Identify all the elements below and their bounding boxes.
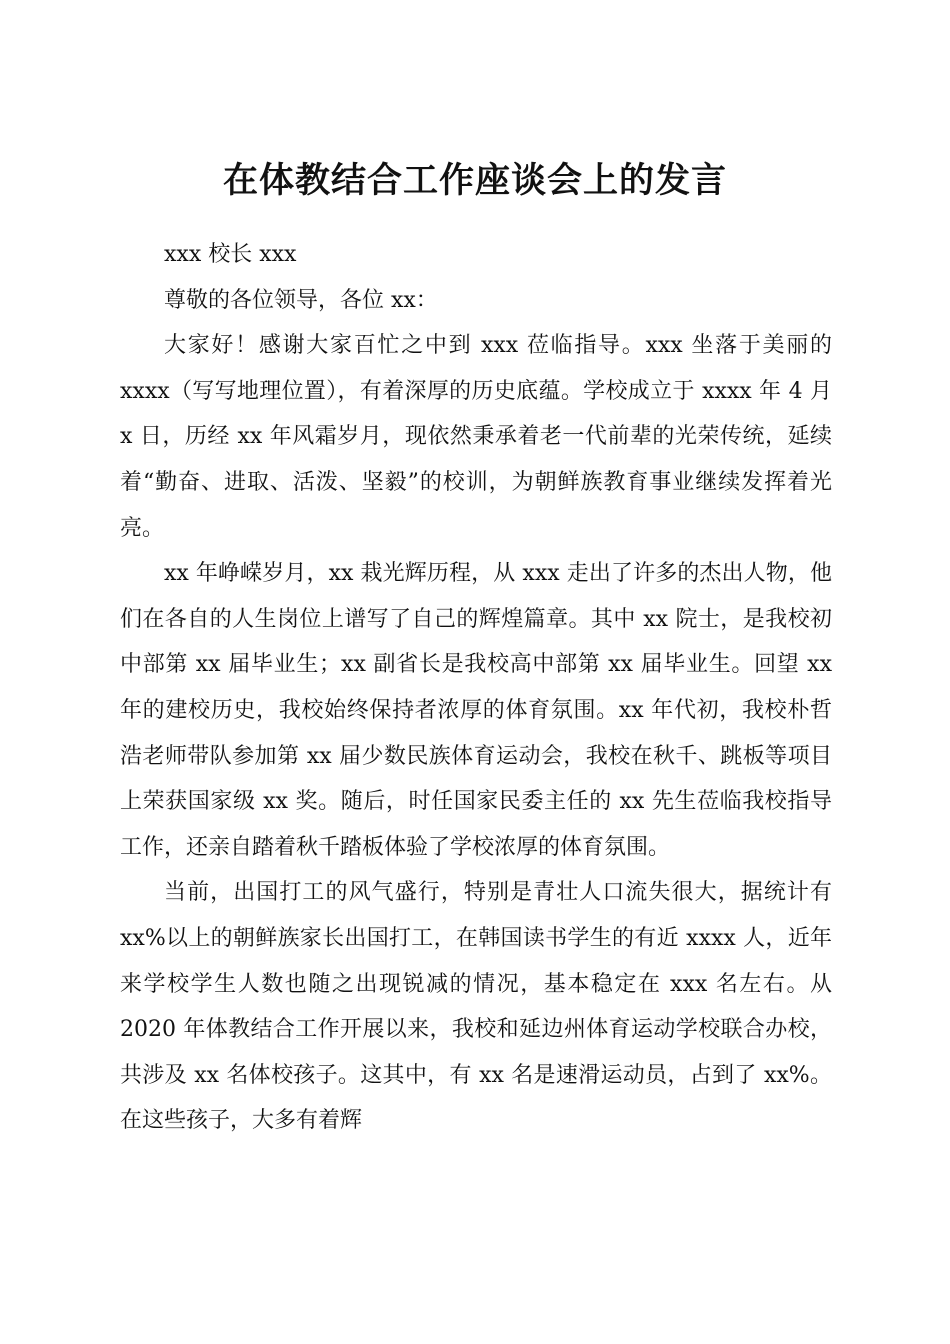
paragraph-history: xx 年峥嵘岁月，xx 栽光辉历程，从 xxx 走出了许多的杰出人物，他们在各自的人生岗位上谱写了自己的辉煌篇章。其中 xx 院士，是我校初中部第 xx 届毕业生；xx 副省长是我校高中部第 xx 届毕业生。回望 xx 年的建校历史，我校始终保持者浓厚的体育氛围。xx 年代初，我校朴哲浩老师带队参加第 xx 届少数民族体育运动会，我校在秋千、跳板等项目上荣获国家级 xx 奖。随后，时任国家民委主任的 xx 先生莅临我校指导工作，还亲自踏着秋千踏板体验了学校浓厚的体育氛围。 [120, 561, 832, 860]
document-title: 在体教结合工作座谈会上的发言 [222, 160, 727, 202]
document-body [120, 232, 832, 1144]
author-line: xxx 校长 xxx [164, 242, 297, 267]
paragraph-intro: 大家好！感谢大家百忙之中到 xxx 莅临指导。xxx 坐落于美丽的 xxxx（写写地理位置），有着深厚的历史底蕴。学校成立于 xxxx 年 4 月 x 日，历经 xx 年风霜岁月，现依然秉承着老一代前辈的光荣传统，延续着“勤奋、进取、活泼、坚毅”的校训，为朝鲜族教育事业继续发挥着光亮。 [120, 333, 832, 541]
salutation-line: 尊敬的各位领导，各位 xx： [164, 287, 438, 313]
paragraph-current: 当前，出国打工的风气盛行，特别是青壮人口流失很大，据统计有 xx%以上的朝鲜族家长出国打工，在韩国读书学生的有近 xxxx 人，近年来学校学生人数也随之出现锐减的情况，基本稳定在 xxx 名左右。从 2020 年体教结合工作开展以来，我校和延边州体育运动学校联合办校，共涉及 xx 名体校孩子。这其中，有 xx 名是速滑运动员，占到了 xx%。在这些孩子，大多有着辉 [120, 880, 832, 1134]
